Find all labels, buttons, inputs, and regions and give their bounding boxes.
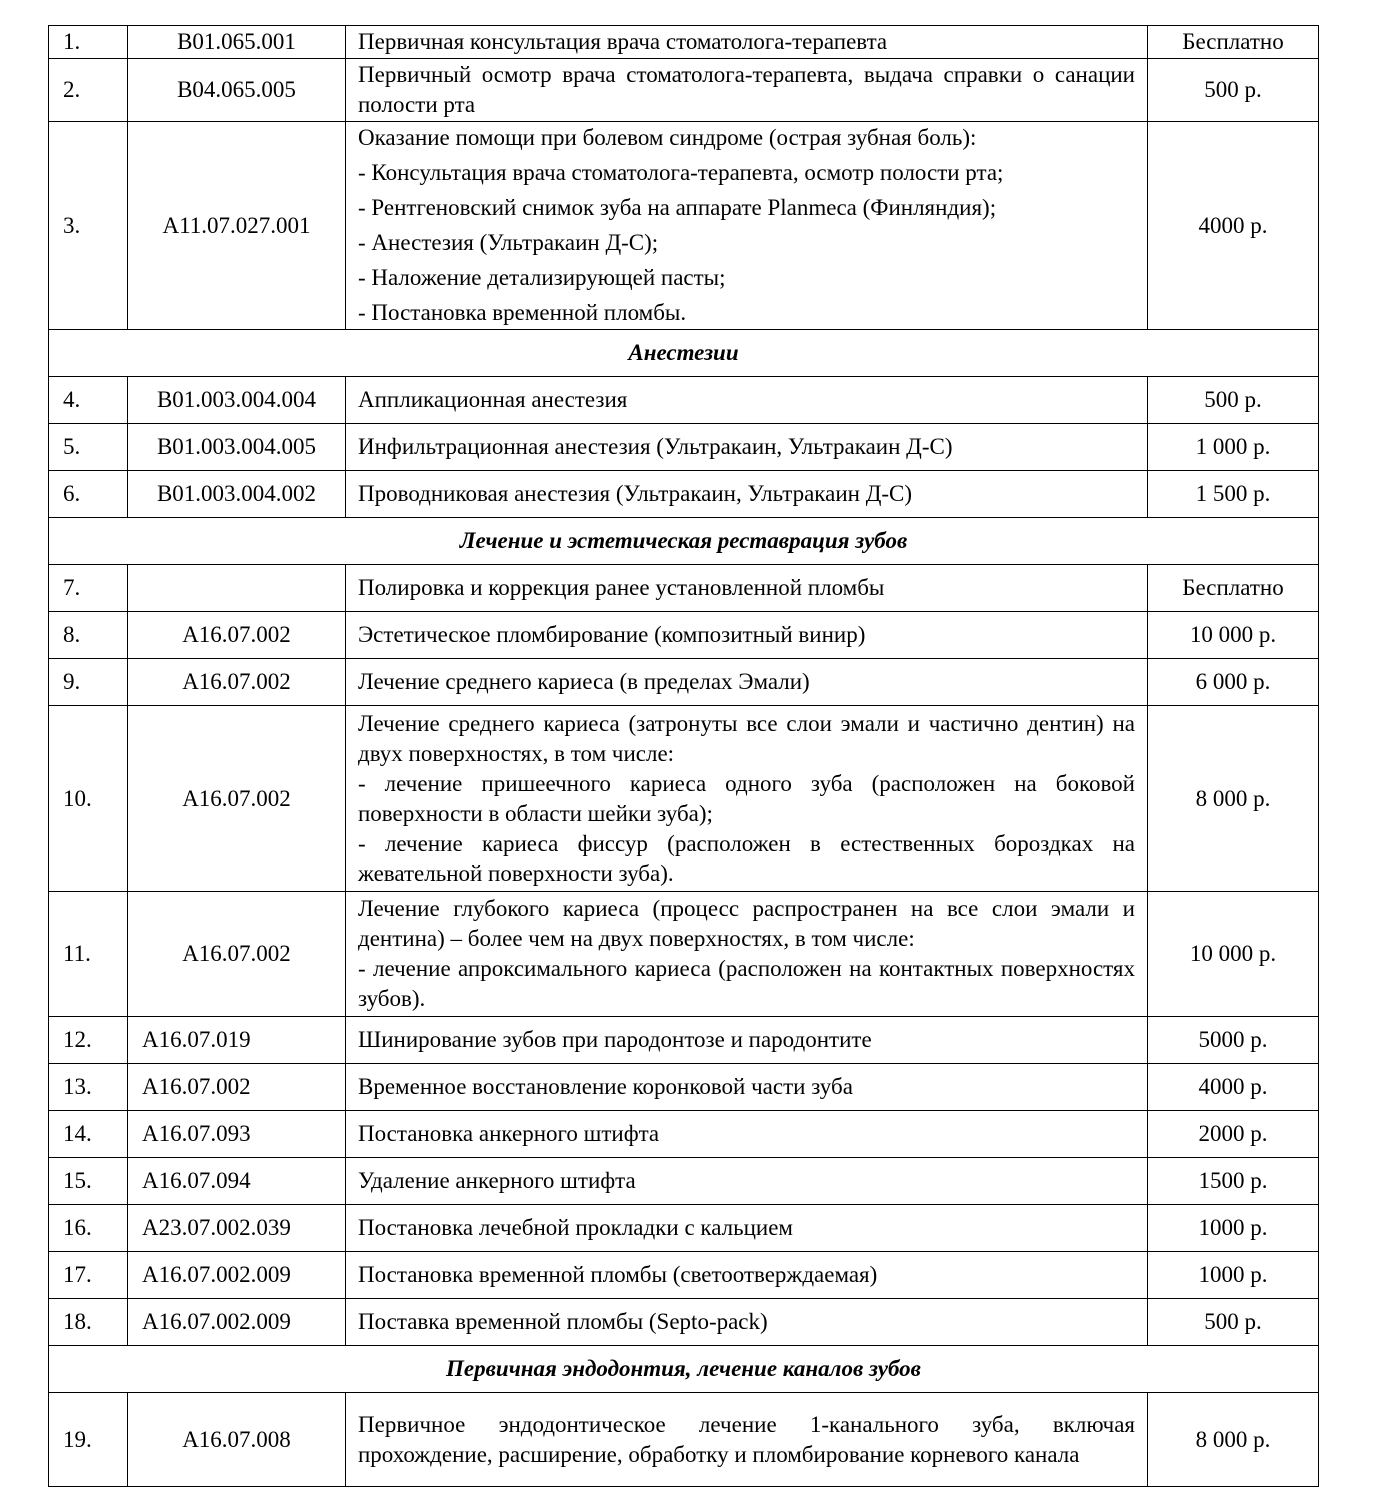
- description-line: - лечение пришеечного кариеса одного зуба (расположен на боковой поверхности в области шейки зуба);: [358, 770, 1135, 826]
- description-line: Проводниковая анестезия (Ультракаин, Ультракаин Д-С): [358, 481, 913, 506]
- table-row: [49, 1158, 1319, 1205]
- service-price: 4000 р.: [1148, 1064, 1319, 1111]
- section-title: Первичная эндодонтия, лечение каналов зубов: [49, 1346, 1319, 1393]
- service-price: Бесплатно: [1148, 565, 1319, 612]
- description-line: - Анестезия (Ультракаин Д-С);: [358, 230, 659, 255]
- service-price: 10 000 р.: [1148, 612, 1319, 659]
- row-number: 13.: [49, 1064, 128, 1111]
- service-code: B01.003.004.002: [128, 471, 346, 518]
- row-number: 2.: [49, 59, 128, 122]
- description-line: Постановка лечебной прокладки с кальцием: [358, 1215, 793, 1240]
- table-row: [49, 565, 1319, 612]
- service-code: A16.07.008: [128, 1393, 346, 1487]
- description-line: Полировка и коррекция ранее установленной пломбы: [358, 575, 885, 600]
- row-number: 4.: [49, 377, 128, 424]
- service-description: [346, 706, 1148, 892]
- table-row: [49, 424, 1319, 471]
- table-row: [49, 612, 1319, 659]
- description-line: Лечение глубокого кариеса (процесс распространен на все слои эмали и дентина) – более чем на двух поверхностях, в том числе:: [358, 896, 1135, 951]
- service-price: 2000 р.: [1148, 1111, 1319, 1158]
- description-line: - Постановка временной пломбы.: [358, 300, 687, 325]
- service-code: B04.065.005: [128, 59, 346, 122]
- section-row: [49, 1346, 1319, 1393]
- description-line: - Наложение детализирующей пасты;: [358, 265, 726, 290]
- description-line: Оказание помощи при болевом синдроме (острая зубная боль):: [358, 125, 977, 150]
- service-description: [346, 892, 1148, 1017]
- table-row: [49, 706, 1319, 892]
- section-title: Лечение и эстетическая реставрация зубов: [49, 518, 1319, 565]
- description-line: Первичный осмотр врача стоматолога-терапевта, выдача справки о санации полости рта: [358, 62, 1135, 117]
- service-code: A16.07.002.009: [128, 1299, 346, 1346]
- row-number: 8.: [49, 612, 128, 659]
- service-code: A16.07.002: [128, 1064, 346, 1111]
- row-number: 12.: [49, 1017, 128, 1064]
- table-row: [49, 122, 1319, 330]
- row-number: 19.: [49, 1393, 128, 1487]
- service-description: [346, 424, 1148, 471]
- service-description: [346, 122, 1148, 330]
- service-code: A11.07.027.001: [128, 122, 346, 330]
- description-line: Лечение среднего кариеса (затронуты все слои эмали и частично дентин) на двух поверхностях, в том числе:: [358, 710, 1135, 766]
- description-line: - лечение кариеса фиссур (расположен в естественных бороздках на жевательной поверхности зуба).: [358, 830, 1135, 886]
- service-description: [346, 59, 1148, 122]
- row-number: 16.: [49, 1205, 128, 1252]
- description-line: - Консультация врача стоматолога-терапевта, осмотр полости рта;: [358, 160, 1004, 185]
- service-code: B01.003.004.005: [128, 424, 346, 471]
- service-price: 8 000 р.: [1148, 1393, 1319, 1487]
- description-line: Аппликационная анестезия: [358, 387, 628, 412]
- service-description: [346, 1111, 1148, 1158]
- description-line: Инфильтрационная анестезия (Ультракаин, Ультракаин Д-С): [358, 434, 953, 459]
- service-code: A16.07.002: [128, 892, 346, 1017]
- section-row: [49, 330, 1319, 377]
- description-line: Постановка временной пломбы (светоотверждаемая): [358, 1262, 878, 1287]
- service-price: 1000 р.: [1148, 1252, 1319, 1299]
- service-description: [346, 471, 1148, 518]
- service-price: 1 500 р.: [1148, 471, 1319, 518]
- service-price: 10 000 р.: [1148, 892, 1319, 1017]
- table-row: [49, 892, 1319, 1017]
- service-code: B01.003.004.004: [128, 377, 346, 424]
- table-row: [49, 1205, 1319, 1252]
- table-row: [49, 1252, 1319, 1299]
- service-code: B01.065.001: [128, 26, 346, 59]
- service-price: 500 р.: [1148, 1299, 1319, 1346]
- row-number: 18.: [49, 1299, 128, 1346]
- service-price: 500 р.: [1148, 59, 1319, 122]
- service-description: [346, 1158, 1148, 1205]
- service-description: [346, 1205, 1148, 1252]
- service-description: [346, 612, 1148, 659]
- description-line: - лечение апроксимального кариеса (расположен на контактных поверхностях зубов).: [358, 956, 1135, 1011]
- service-price: 8 000 р.: [1148, 706, 1319, 892]
- price-table-body: [49, 26, 1319, 1487]
- service-description: [346, 377, 1148, 424]
- row-number: 6.: [49, 471, 128, 518]
- row-number: 15.: [49, 1158, 128, 1205]
- description-line: Первичная консультация врача стоматолога-терапевта: [358, 29, 888, 54]
- service-price: 1 000 р.: [1148, 424, 1319, 471]
- row-number: 10.: [49, 706, 128, 892]
- row-number: 11.: [49, 892, 128, 1017]
- service-price: Бесплатно: [1148, 26, 1319, 59]
- description-line: Поставка временной пломбы (Septo-pack): [358, 1309, 768, 1334]
- service-code: A16.07.093: [128, 1111, 346, 1158]
- table-row: [49, 1017, 1319, 1064]
- service-code: A16.07.094: [128, 1158, 346, 1205]
- service-code: A16.07.002.009: [128, 1252, 346, 1299]
- description-line: Постановка анкерного штифта: [358, 1121, 660, 1146]
- description-line: Эстетическое пломбирование (композитный винир): [358, 622, 866, 647]
- table-row: [49, 471, 1319, 518]
- table-row: [49, 1299, 1319, 1346]
- service-description: [346, 1064, 1148, 1111]
- description-line: Удаление анкерного штифта: [358, 1168, 636, 1193]
- row-number: 7.: [49, 565, 128, 612]
- service-price: 1000 р.: [1148, 1205, 1319, 1252]
- section-row: [49, 518, 1319, 565]
- service-description: [346, 1017, 1148, 1064]
- service-description: [346, 26, 1148, 59]
- service-description: [346, 1252, 1148, 1299]
- description-line: Лечение среднего кариеса (в пределах Эмали): [358, 669, 810, 694]
- table-row: [49, 377, 1319, 424]
- service-code: A23.07.002.039: [128, 1205, 346, 1252]
- service-description: [346, 1393, 1148, 1487]
- section-title: Анестезии: [49, 330, 1319, 377]
- service-description: [346, 565, 1148, 612]
- row-number: 1.: [49, 26, 128, 59]
- description-line: - Рентгеновский снимок зуба на аппарате Planmeca (Финляндия);: [358, 195, 997, 220]
- price-list-page: [48, 25, 1318, 1487]
- price-table: [48, 25, 1319, 1487]
- row-number: 9.: [49, 659, 128, 706]
- service-price: 5000 р.: [1148, 1017, 1319, 1064]
- table-row: [49, 59, 1319, 122]
- service-price: 4000 р.: [1148, 122, 1319, 330]
- row-number: 17.: [49, 1252, 128, 1299]
- description-line: Первичное эндодонтическое лечение 1-канального зуба, включая прохождение, расширение, обработку и пломбирование корневого канала: [358, 1411, 1135, 1467]
- row-number: 14.: [49, 1111, 128, 1158]
- service-code: A16.07.019: [128, 1017, 346, 1064]
- table-row: [49, 1064, 1319, 1111]
- service-description: [346, 1299, 1148, 1346]
- description-line: Временное восстановление коронковой части зуба: [358, 1074, 853, 1099]
- service-price: 500 р.: [1148, 377, 1319, 424]
- service-description: [346, 659, 1148, 706]
- row-number: 3.: [49, 122, 128, 330]
- service-price: 6 000 р.: [1148, 659, 1319, 706]
- service-code: A16.07.002: [128, 659, 346, 706]
- description-line: Шинирование зубов при пародонтозе и пародонтите: [358, 1027, 872, 1052]
- service-code: A16.07.002: [128, 612, 346, 659]
- service-code: [128, 565, 346, 612]
- service-code: A16.07.002: [128, 706, 346, 892]
- service-price: 1500 р.: [1148, 1158, 1319, 1205]
- table-row: [49, 659, 1319, 706]
- table-row: [49, 1111, 1319, 1158]
- table-row: [49, 26, 1319, 59]
- row-number: 5.: [49, 424, 128, 471]
- table-row: [49, 1393, 1319, 1487]
